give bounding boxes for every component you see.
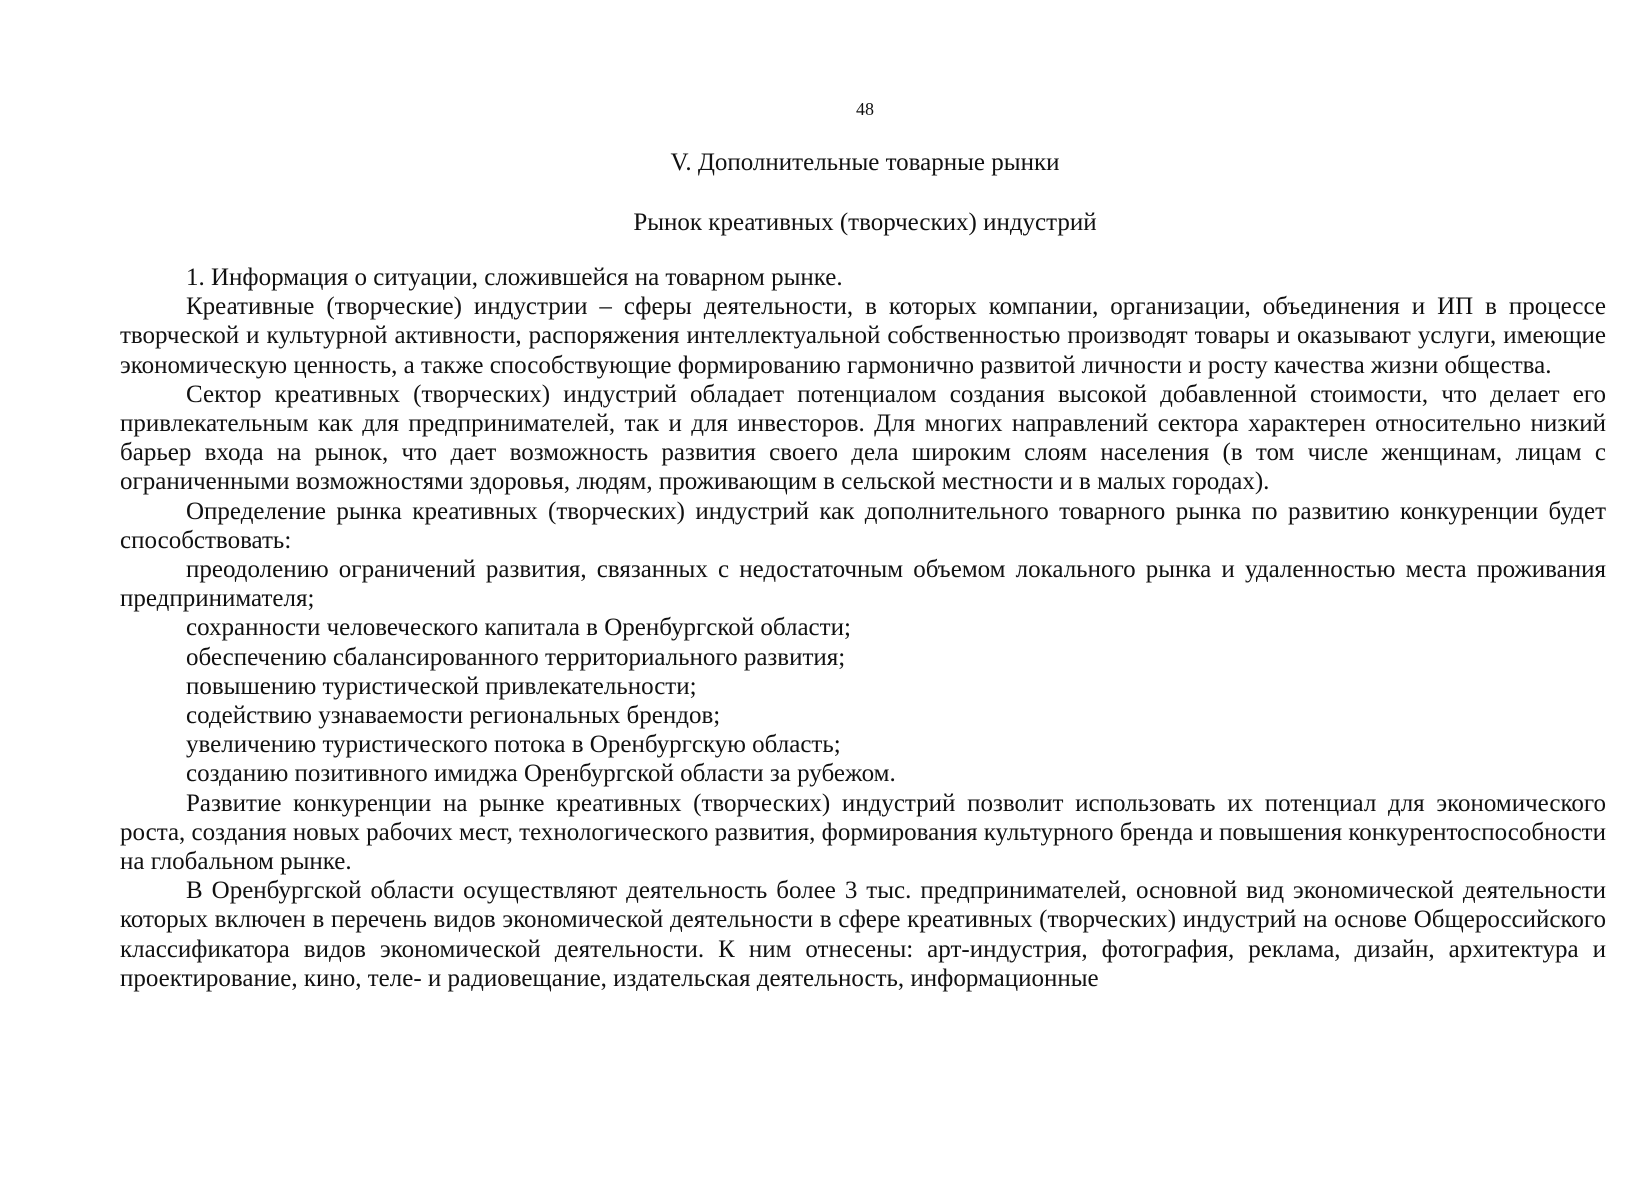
page-number: 48 [856, 99, 874, 119]
list-item: увеличению туристического потока в Оренбургскую область; [186, 731, 841, 759]
paragraph-competition-development: Развитие конкуренции на рынке креативных (творческих) индустрий позволит использовать их потенциал для экономического роста, создания новых рабочих мест, технологического развития, формирования культурного бренда и повышения конкурентоспособности на глобальном рынке. [120, 789, 1606, 876]
list-item: повышению туристической привлекательности; [186, 672, 697, 700]
document-body [120, 263, 1606, 993]
paragraph-market-definition: Определение рынка креативных (творческих) индустрий как дополнительного товарного рынка по развитию конкуренции будет способствовать: [120, 497, 1606, 554]
section-title: V. Дополнительные товарные рынки [670, 149, 1060, 176]
paragraph-definition: Креативные (творческие) индустрии – сферы деятельности, в которых компании, организации, объединения и ИП в процессе творческой и культурной активности, распоряжения интеллектуальной собственностью производят товары и оказывают услуги, имеющие экономическую ценность, а также способствующие формированию гармонично развитой личности и росту качества жизни общества. [120, 293, 1606, 379]
paragraph-info-heading: 1. Информация о ситуации, сложившейся на товарном рынке. [186, 264, 843, 291]
paragraph-sector-potential: Сектор креативных (творческих) индустрий обладает потенциалом создания высокой добавленной стоимости, что делает его привлекательным как для предпринимателей, так и для инвесторов. Для многих направлений сектора характерен относительно низкий барьер входа на рынок, что дает возможность развития своего дела широким слоям населения (в том числе женщинам, лицам с ограниченными возможностями здоровья, людям, проживающим в сельской местности и в малых городах). [120, 380, 1606, 496]
list-item: созданию позитивного имиджа Оренбургской области за рубежом. [186, 760, 896, 788]
paragraph-regional-activity: В Оренбургской области осуществляют деятельность более 3 тыс. предпринимателей, основной вид экономической деятельности которых включен в перечень видов экономической деятельности в сфере креативных (творческих) индустрий на основе Общероссийского классификатора видов экономической деятельности. К ним отнесены: арт-индустрия, фотография, реклама, дизайн, архитектура и проектирование, кино, теле- и радиовещание, издательская деятельность, информационные [120, 877, 1606, 992]
market-title: Рынок креативных (творческих) индустрий [633, 209, 1097, 236]
list-item: обеспечению сбалансированного территориального развития; [186, 643, 846, 671]
list-item: содействию узнаваемости региональных брендов; [186, 702, 721, 730]
list-item: преодолению ограничений развития, связанных с недостаточным объемом локального рынка и удаленностью места проживания предпринимателя; [120, 556, 1606, 613]
list-item: сохранности человеческого капитала в Оренбургской области; [186, 614, 851, 642]
